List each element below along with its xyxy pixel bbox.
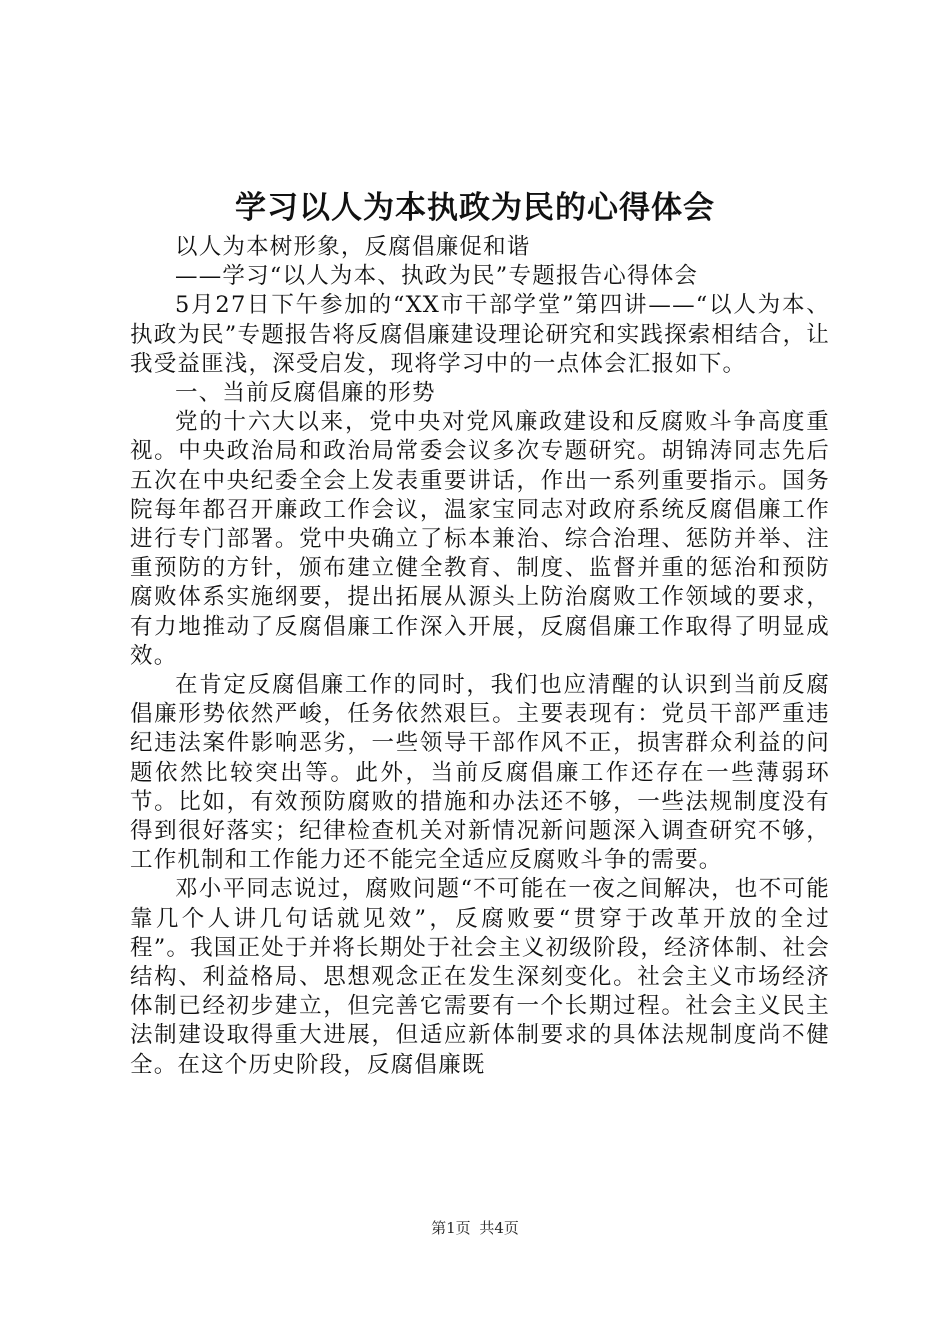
paragraph: 邓小平同志说过，腐败问题“不可能在一夜之间解决，也不可能靠几个人讲几句话就见效”，反腐败要“贯穿于改革开放的全过程”。我国正处于并将长期处于社会主义初级阶段，经济体制、社会结构、利益格局、思想观念正在发生深刻变化。社会主义市场经济体制已经初步建立，但完善它需要有一个长期过程。社会主义民主法制建设取得重大进展，但适应新体制要求的具体法规制度尚不健全。在这个历史阶段，反腐倡廉既 bbox=[130, 876, 831, 1078]
paragraph: 在肯定反腐倡廉工作的同时，我们也应清醒的认识到当前反腐倡廉形势依然严峻，任务依然艰巨。主要表现有：党员干部严重违纪违法案件影响恶劣，一些领导干部作风不正，损害群众利益的问题依然比较突出等。此外，当前反腐倡廉工作还存在一些薄弱环节。比如，有效预防腐败的措施和办法还不够，一些法规制度没有得到很好落实；纪律检查机关对新情况新问题深入调查研究不够，工作机制和工作能力还不能完全适应反腐败斗争的需要。 bbox=[130, 672, 830, 874]
page-footer bbox=[0, 1218, 950, 1238]
document-title: 学习以人为本执政为民的心得体会 bbox=[235, 190, 715, 226]
page-total: 共4页 bbox=[479, 1219, 519, 1237]
document-body bbox=[130, 233, 830, 1080]
subtitle-line: ——学习“以人为本、执政为民”专题报告心得体会 bbox=[175, 263, 699, 290]
page-number: 第1页 bbox=[431, 1219, 471, 1237]
paragraph: 党的十六大以来，党中央对党风廉政建设和反腐败斗争高度重视。中央政治局和政治局常委会议多次专题研究。胡锦涛同志先后五次在中央纪委全会上发表重要讲话，作出一系列重要指示。国务院每年都召开廉政工作会议，温家宝同志对政府系统反腐倡廉工作进行专门部署。党中央确立了标本兼治、综合治理、惩防并举、注重预防的方针，颁布建立健全教育、制度、监督并重的惩治和预防腐败体系实施纲要，提出拓展从源头上防治腐败工作领域的要求，有力地推动了反腐倡廉工作深入开展，反腐倡廉工作取得了明显成效。 bbox=[130, 409, 830, 669]
subtitle-line: 以人为本树形象，反腐倡廉促和谐 bbox=[175, 234, 531, 260]
section-heading: 一、当前反腐倡廉的形势 bbox=[175, 380, 436, 407]
paragraph: 5月27日下午参加的“XX市干部学堂”第四讲——“以人为本、执政为民”专题报告将反腐倡廉建设理论研究和实践探索相结合，让我受益匪浅，深受启发，现将学习中的一点体会汇报如下。 bbox=[130, 292, 831, 377]
